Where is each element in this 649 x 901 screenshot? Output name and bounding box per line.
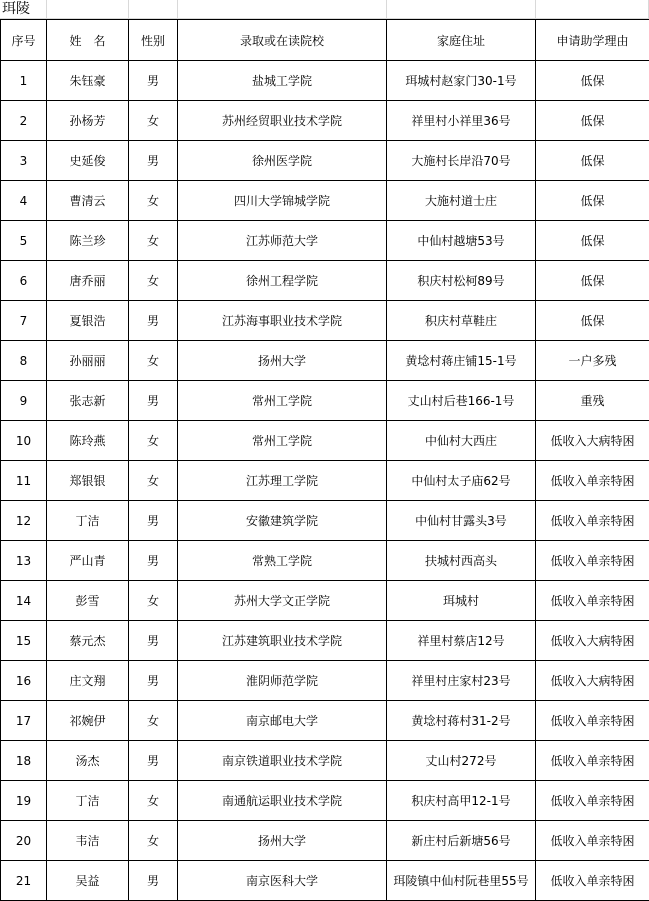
cell-index[interactable]: 3 [1, 141, 47, 181]
table-row [1, 181, 649, 221]
cell-school[interactable]: 常州工学院 [178, 381, 387, 421]
cell-index[interactable]: 7 [1, 301, 47, 341]
cell-reason[interactable]: 低收入单亲特困 [536, 781, 649, 821]
cell-reason[interactable]: 低收入单亲特困 [536, 741, 649, 781]
cell-gender[interactable]: 男 [129, 541, 178, 581]
cell-reason[interactable]: 低收入单亲特困 [536, 541, 649, 581]
cell-gender[interactable]: 男 [129, 661, 178, 701]
cell-name[interactable]: 严山青 [47, 541, 129, 581]
cell-index[interactable]: 16 [1, 661, 47, 701]
cell-school[interactable]: 盐城工学院 [178, 61, 387, 101]
cell-reason[interactable]: 低收入单亲特困 [536, 701, 649, 741]
cell-address[interactable]: 新庄村后新塘56号 [387, 821, 536, 861]
cell-name[interactable]: 陈玲燕 [47, 421, 129, 461]
cell-address[interactable]: 珥城村赵家门30-1号 [387, 61, 536, 101]
cell-index[interactable]: 14 [1, 581, 47, 621]
table-row [1, 141, 649, 181]
cell-school[interactable]: 徐州医学院 [178, 141, 387, 181]
cell-reason[interactable]: 低收入单亲特困 [536, 581, 649, 621]
empty-cell[interactable] [536, 0, 649, 19]
cell-school[interactable]: 徐州工程学院 [178, 261, 387, 301]
cell-school[interactable]: 江苏师范大学 [178, 221, 387, 261]
cell-address[interactable]: 珥陵镇中仙村阮巷里55号 [387, 861, 536, 901]
cell-school[interactable]: 苏州经贸职业技术学院 [178, 101, 387, 141]
header-row [1, 20, 649, 61]
student-aid-table [0, 19, 649, 901]
cell-name[interactable]: 夏银浩 [47, 301, 129, 341]
header-gender[interactable]: 性别 [129, 20, 178, 61]
header-name[interactable]: 姓 名 [47, 20, 129, 61]
header-address[interactable]: 家庭住址 [387, 20, 536, 61]
cell-index[interactable]: 11 [1, 461, 47, 501]
title-row [0, 0, 649, 20]
cell-name[interactable]: 彭雪 [47, 581, 129, 621]
cell-reason[interactable]: 低保 [536, 61, 649, 101]
cell-gender[interactable]: 女 [129, 261, 178, 301]
cell-index[interactable]: 12 [1, 501, 47, 541]
cell-school[interactable]: 常州工学院 [178, 421, 387, 461]
table-row [1, 221, 649, 261]
cell-index[interactable]: 15 [1, 621, 47, 661]
cell-index[interactable]: 8 [1, 341, 47, 381]
cell-address[interactable]: 中仙村甘露头3号 [387, 501, 536, 541]
cell-address[interactable]: 祥里村小祥里36号 [387, 101, 536, 141]
table-row [1, 541, 649, 581]
cell-name[interactable]: 丁洁 [47, 501, 129, 541]
cell-school[interactable]: 南通航运职业技术学院 [178, 781, 387, 821]
cell-address[interactable]: 中仙村大西庄 [387, 421, 536, 461]
cell-gender[interactable]: 男 [129, 501, 178, 541]
cell-reason[interactable]: 低保 [536, 301, 649, 341]
cell-address[interactable]: 黄埝村蒋村31-2号 [387, 701, 536, 741]
cell-name[interactable]: 韦洁 [47, 821, 129, 861]
header-reason[interactable]: 申请助学理由 [536, 20, 649, 61]
cell-reason[interactable]: 低保 [536, 141, 649, 181]
table-row [1, 381, 649, 421]
table-row [1, 861, 649, 901]
cell-index[interactable]: 1 [1, 61, 47, 101]
cell-address[interactable]: 丈山村272号 [387, 741, 536, 781]
title-cell[interactable] [0, 0, 47, 19]
cell-index[interactable]: 10 [1, 421, 47, 461]
cell-school[interactable]: 常熟工学院 [178, 541, 387, 581]
cell-index[interactable]: 4 [1, 181, 47, 221]
table-row [1, 661, 649, 701]
cell-school[interactable]: 苏州大学文正学院 [178, 581, 387, 621]
table-row [1, 781, 649, 821]
cell-school[interactable]: 江苏海事职业技术学院 [178, 301, 387, 341]
cell-gender[interactable]: 男 [129, 381, 178, 421]
cell-index[interactable]: 17 [1, 701, 47, 741]
cell-reason[interactable]: 低保 [536, 261, 649, 301]
table-row [1, 581, 649, 621]
cell-school[interactable]: 南京医科大学 [178, 861, 387, 901]
cell-school[interactable]: 安徽建筑学院 [178, 501, 387, 541]
table-row [1, 741, 649, 781]
cell-name[interactable]: 陈兰珍 [47, 221, 129, 261]
cell-name[interactable]: 曹清云 [47, 181, 129, 221]
empty-cell[interactable] [129, 0, 178, 19]
cell-name[interactable]: 祁婉伊 [47, 701, 129, 741]
cell-address[interactable]: 黄埝村蒋庄铺15-1号 [387, 341, 536, 381]
empty-cell[interactable] [47, 0, 129, 19]
cell-name[interactable]: 郑银银 [47, 461, 129, 501]
cell-school[interactable]: 四川大学锦城学院 [178, 181, 387, 221]
cell-gender[interactable]: 女 [129, 461, 178, 501]
table-row [1, 61, 649, 101]
table-row [1, 701, 649, 741]
cell-school[interactable]: 江苏理工学院 [178, 461, 387, 501]
sheet-title: 珥陵 [2, 1, 30, 18]
table-row [1, 821, 649, 861]
cell-gender[interactable]: 男 [129, 141, 178, 181]
cell-address[interactable]: 扶城村西高头 [387, 541, 536, 581]
table-row [1, 461, 649, 501]
cell-gender[interactable]: 女 [129, 181, 178, 221]
cell-index[interactable]: 5 [1, 221, 47, 261]
cell-school[interactable]: 淮阴师范学院 [178, 661, 387, 701]
cell-index[interactable]: 19 [1, 781, 47, 821]
cell-name[interactable]: 史延俊 [47, 141, 129, 181]
cell-index[interactable]: 13 [1, 541, 47, 581]
cell-name[interactable]: 张志新 [47, 381, 129, 421]
empty-cell[interactable] [178, 0, 387, 19]
table-row [1, 621, 649, 661]
cell-school[interactable]: 江苏建筑职业技术学院 [178, 621, 387, 661]
cell-gender[interactable]: 男 [129, 861, 178, 901]
cell-address[interactable]: 中仙村越塘53号 [387, 221, 536, 261]
cell-index[interactable]: 21 [1, 861, 47, 901]
cell-index[interactable]: 9 [1, 381, 47, 421]
cell-address[interactable]: 珥城村 [387, 581, 536, 621]
cell-name[interactable]: 孙丽丽 [47, 341, 129, 381]
cell-gender[interactable]: 女 [129, 701, 178, 741]
table-row [1, 341, 649, 381]
table-row [1, 421, 649, 461]
cell-index[interactable]: 2 [1, 101, 47, 141]
cell-name[interactable]: 唐乔丽 [47, 261, 129, 301]
cell-school[interactable]: 扬州大学 [178, 821, 387, 861]
cell-name[interactable]: 朱钰豪 [47, 61, 129, 101]
cell-gender[interactable]: 女 [129, 581, 178, 621]
cell-address[interactable]: 中仙村太子庙62号 [387, 461, 536, 501]
empty-cell[interactable] [387, 0, 536, 19]
cell-reason[interactable]: 低保 [536, 101, 649, 141]
cell-name[interactable]: 汤杰 [47, 741, 129, 781]
cell-reason[interactable]: 低收入单亲特困 [536, 501, 649, 541]
table-row [1, 101, 649, 141]
cell-gender[interactable]: 女 [129, 821, 178, 861]
cell-name[interactable]: 孙杨芳 [47, 101, 129, 141]
cell-reason[interactable]: 重残 [536, 381, 649, 421]
cell-address[interactable]: 祥里村蔡店12号 [387, 621, 536, 661]
cell-address[interactable]: 积庆村松柯89号 [387, 261, 536, 301]
cell-gender[interactable]: 男 [129, 741, 178, 781]
cell-address[interactable]: 祥里村庄家村23号 [387, 661, 536, 701]
cell-gender[interactable]: 女 [129, 221, 178, 261]
cell-gender[interactable]: 男 [129, 621, 178, 661]
cell-gender[interactable]: 男 [129, 301, 178, 341]
header-index[interactable]: 序号 [1, 20, 47, 61]
cell-index[interactable]: 6 [1, 261, 47, 301]
cell-gender[interactable]: 女 [129, 101, 178, 141]
cell-reason[interactable]: 低收入大病特困 [536, 661, 649, 701]
cell-gender[interactable]: 女 [129, 341, 178, 381]
cell-index[interactable]: 18 [1, 741, 47, 781]
cell-gender[interactable]: 女 [129, 421, 178, 461]
cell-gender[interactable]: 女 [129, 781, 178, 821]
cell-reason[interactable]: 低收入单亲特困 [536, 861, 649, 901]
table-row [1, 301, 649, 341]
cell-address[interactable]: 大施村道士庄 [387, 181, 536, 221]
cell-reason[interactable]: 一户多残 [536, 341, 649, 381]
cell-address[interactable]: 大施村长岸沿70号 [387, 141, 536, 181]
cell-reason[interactable]: 低收入大病特困 [536, 421, 649, 461]
cell-name[interactable]: 丁洁 [47, 781, 129, 821]
cell-gender[interactable]: 男 [129, 61, 178, 101]
cell-reason[interactable]: 低保 [536, 221, 649, 261]
cell-school[interactable]: 南京邮电大学 [178, 701, 387, 741]
cell-school[interactable]: 扬州大学 [178, 341, 387, 381]
cell-address[interactable]: 积庆村高甲12-1号 [387, 781, 536, 821]
cell-address[interactable]: 丈山村后巷166-1号 [387, 381, 536, 421]
cell-index[interactable]: 20 [1, 821, 47, 861]
cell-name[interactable]: 蔡元杰 [47, 621, 129, 661]
cell-name[interactable]: 吴益 [47, 861, 129, 901]
cell-reason[interactable]: 低收入大病特困 [536, 621, 649, 661]
cell-reason[interactable]: 低收入单亲特困 [536, 461, 649, 501]
cell-reason[interactable]: 低收入单亲特困 [536, 821, 649, 861]
cell-reason[interactable]: 低保 [536, 181, 649, 221]
header-school[interactable]: 录取或在读院校 [178, 20, 387, 61]
cell-name[interactable]: 庄文翔 [47, 661, 129, 701]
cell-school[interactable]: 南京铁道职业技术学院 [178, 741, 387, 781]
table-row [1, 261, 649, 301]
cell-address[interactable]: 积庆村草鞋庄 [387, 301, 536, 341]
table-row [1, 501, 649, 541]
